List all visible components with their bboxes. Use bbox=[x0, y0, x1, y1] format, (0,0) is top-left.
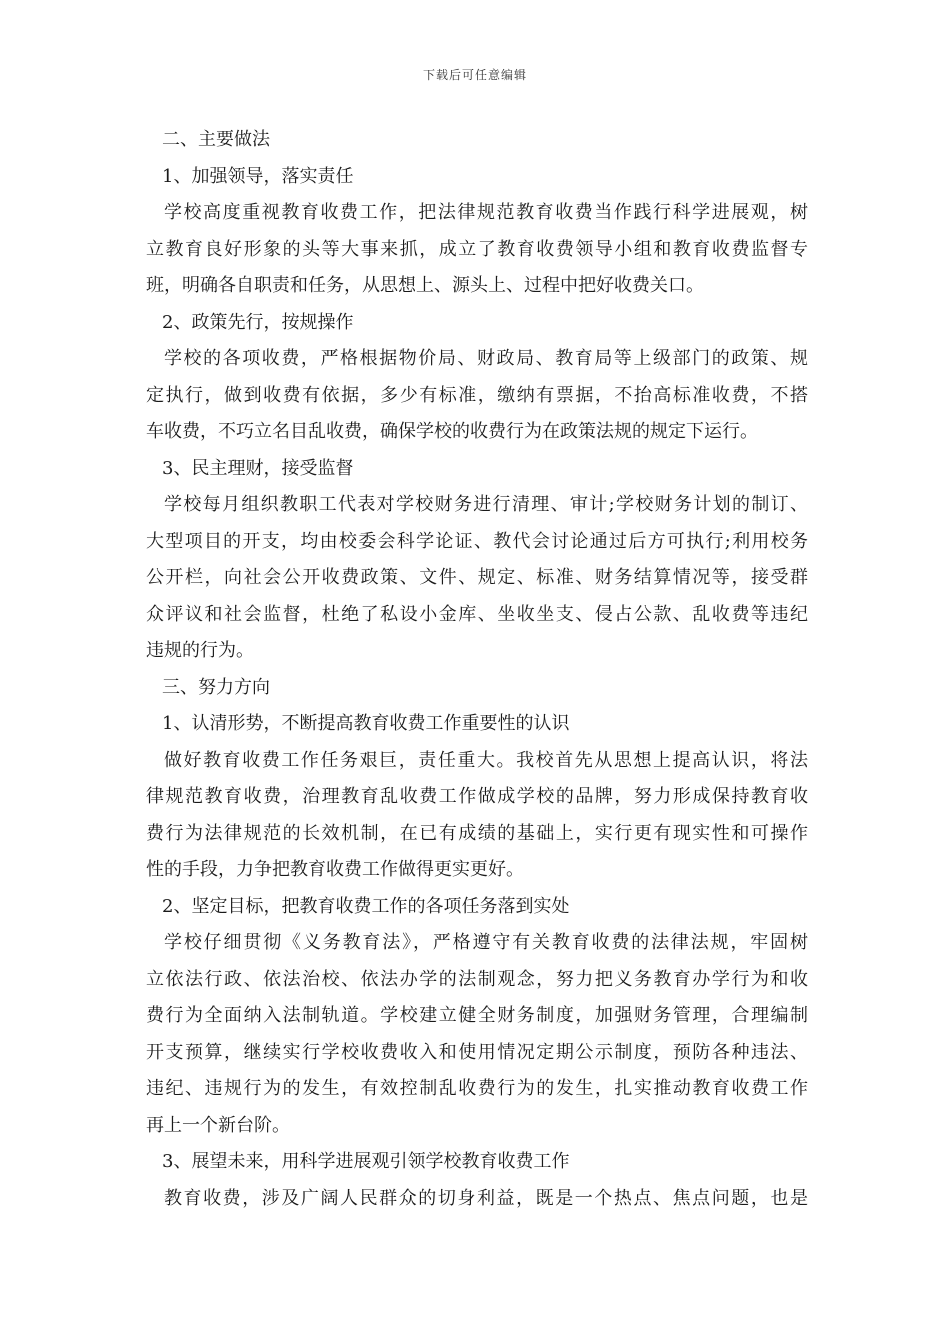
section-heading: 2、坚定目标，把教育收费工作的各项任务落到实处 bbox=[162, 895, 570, 917]
paragraph-line: 学校仔细贯彻《义务教育法》，严格遵守有关教育收费的法律法规，牢固树 bbox=[164, 932, 808, 953]
paragraph-line: 费行为全面纳入法制轨道。学校建立健全财务制度，加强财务管理，合理编制 bbox=[146, 1005, 808, 1026]
paragraph-line: 律规范教育收费，治理教育乱收费工作做成学校的品牌，努力形成保持教育收 bbox=[146, 786, 808, 807]
paragraph-line: 学校每月组织教职工代表对学校财务进行清理、审计;学校财务计划的制订、 bbox=[164, 494, 808, 515]
section-heading: 二、主要做法 bbox=[162, 129, 270, 150]
paragraph-line: 违规的行为。 bbox=[146, 640, 254, 661]
paragraph-line: 定执行，做到收费有依据，多少有标准，缴纳有票据，不抬高标准收费，不搭 bbox=[146, 384, 808, 406]
paragraph-line: 公开栏，向社会公开收费政策、文件、规定、标准、财务结算情况等，接受群 bbox=[146, 567, 808, 588]
section-heading: 三、努力方向 bbox=[162, 676, 270, 698]
paragraph-line: 立依法行政、依法治校、依法办学的法制观念，努力把义务教育办学行为和收 bbox=[146, 968, 808, 990]
paragraph-line: 立教育良好形象的头等大事来抓，成立了教育收费领导小组和教育收费监督专 bbox=[146, 238, 808, 260]
section-heading: 3、展望未来，用科学进展观引领学校教育收费工作 bbox=[162, 1151, 570, 1172]
paragraph-line: 性的手段，力争把教育收费工作做得更实更好。 bbox=[146, 859, 524, 880]
paragraph-line: 车收费，不巧立名目乱收费，确保学校的收费行为在政策法规的规定下运行。 bbox=[146, 421, 758, 442]
paragraph-line: 学校的各项收费，严格根据物价局、财政局、教育局等上级部门的政策、规 bbox=[164, 348, 808, 369]
document-body bbox=[146, 122, 808, 1217]
section-heading: 1、认清形势，不断提高教育收费工作重要性的认识 bbox=[162, 713, 570, 734]
page-header: 下载后可任意编辑 bbox=[422, 68, 527, 82]
section-heading: 2、政策先行，按规操作 bbox=[162, 311, 354, 333]
paragraph-line: 开支预算，继续实行学校收费收入和使用情况定期公示制度，预防各种违法、 bbox=[146, 1041, 808, 1063]
paragraph-line: 做好教育收费工作任务艰巨，责任重大。我校首先从思想上提高认识，将法 bbox=[164, 749, 808, 771]
paragraph-line: 再上一个新台阶。 bbox=[146, 1114, 290, 1136]
paragraph-line: 众评议和社会监督，杜绝了私设小金库、坐收坐支、侵占公款、乱收费等违纪 bbox=[146, 603, 808, 625]
paragraph-line: 班，明确各自职责和任务，从思想上、源头上、过程中把好收费关口。 bbox=[146, 275, 704, 296]
section-heading: 1、加强领导，落实责任 bbox=[162, 165, 354, 187]
paragraph-line: 学校高度重视教育收费工作，把法律规范教育收费当作践行科学进展观，树 bbox=[164, 202, 808, 223]
paragraph-line: 大型项目的开支，均由校委会科学论证、教代会讨论通过后方可执行;利用校务 bbox=[146, 530, 808, 552]
paragraph-line: 费行为法律规范的长效机制，在已有成绩的基础上，实行更有现实性和可操作 bbox=[146, 822, 808, 844]
section-heading: 3、民主理财，接受监督 bbox=[162, 457, 354, 479]
paragraph-line: 教育收费，涉及广阔人民群众的切身利益，既是一个热点、焦点问题，也是 bbox=[164, 1187, 808, 1209]
paragraph-line: 违纪、违规行为的发生，有效控制乱收费行为的发生，扎实推动教育收费工作 bbox=[146, 1078, 808, 1099]
